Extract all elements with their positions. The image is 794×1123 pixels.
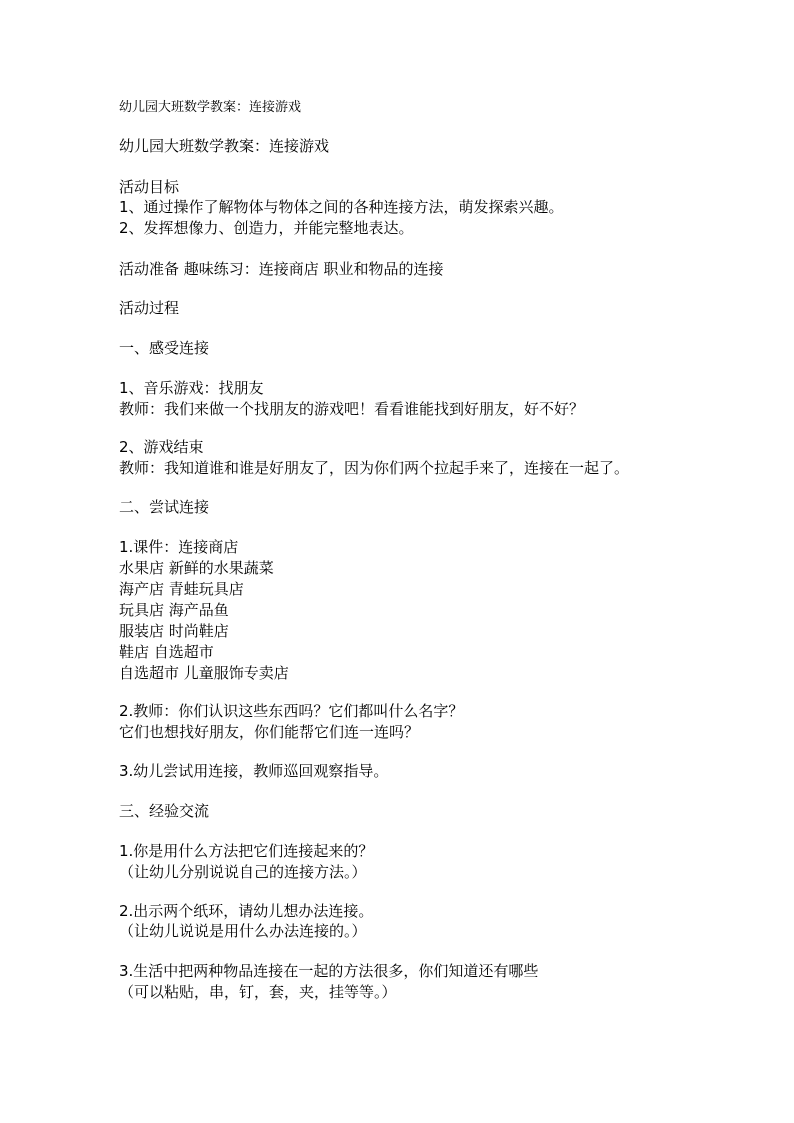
step-text: 3.幼儿尝试用连接，教师巡回观察指导。 xyxy=(119,762,389,780)
courseware-title: 1.课件：连接商店 xyxy=(119,538,239,556)
shop-pair: 海产店 青蛙玩具店 xyxy=(119,580,244,598)
step-text: 它们也想找好朋友，你们能帮它们连一连吗？ xyxy=(119,723,420,741)
goals-heading: 活动目标 xyxy=(119,178,180,196)
step-text: 2.教师：你们认识这些东西吗？它们都叫什么名字？ xyxy=(119,702,464,720)
shop-pair: 玩具店 海产品鱼 xyxy=(119,601,229,619)
section-heading: 二、尝试连接 xyxy=(119,498,210,516)
preparation-text: 活动准备 趣味练习：连接商店 职业和物品的连接 xyxy=(119,260,444,278)
section-heading: 三、经验交流 xyxy=(119,802,210,820)
section-heading: 一、感受连接 xyxy=(119,339,210,357)
shop-pair: 服装店 时尚鞋店 xyxy=(119,622,229,640)
document-title: 幼儿园大班数学教案：连接游戏 xyxy=(119,137,330,155)
goal-item: 2、发挥想像力、创造力，并能完整地表达。 xyxy=(119,219,414,237)
step-text: 教师：我知道谁和谁是好朋友了，因为你们两个拉起手来了，连接在一起了。 xyxy=(119,459,630,477)
shop-pair: 自选超市 儿童服饰专卖店 xyxy=(119,664,289,682)
question-text: 3.生活中把两种物品连接在一起的方法很多，你们知道还有哪些 xyxy=(119,962,539,980)
document-page xyxy=(119,0,759,1123)
shop-pair: 水果店 新鲜的水果蔬菜 xyxy=(119,559,274,577)
question-text: 1.你是用什么方法把它们连接起来的？ xyxy=(119,842,374,860)
process-heading: 活动过程 xyxy=(119,299,180,317)
question-note: （可以粘贴，串，钉，套，夹，挂等等。） xyxy=(119,983,397,1001)
goal-item: 1、通过操作了解物体与物体之间的各种连接方法，萌发探索兴趣。 xyxy=(119,198,564,216)
page-header: 幼儿园大班数学教案：连接游戏 xyxy=(119,100,302,115)
question-text: 2.出示两个纸环，请幼儿想办法连接。 xyxy=(119,902,374,920)
shop-pair: 鞋店 自选超市 xyxy=(119,643,214,661)
step-title: 2、游戏结束 xyxy=(119,438,204,456)
question-note: （让幼儿分别说说自己的连接方法。） xyxy=(119,863,367,881)
step-title: 1、音乐游戏：找朋友 xyxy=(119,379,264,397)
question-note: （让幼儿说说是用什么办法连接的。） xyxy=(119,922,367,940)
step-text: 教师：我们来做一个找朋友的游戏吧！看看谁能找到好朋友，好不好？ xyxy=(119,400,585,418)
